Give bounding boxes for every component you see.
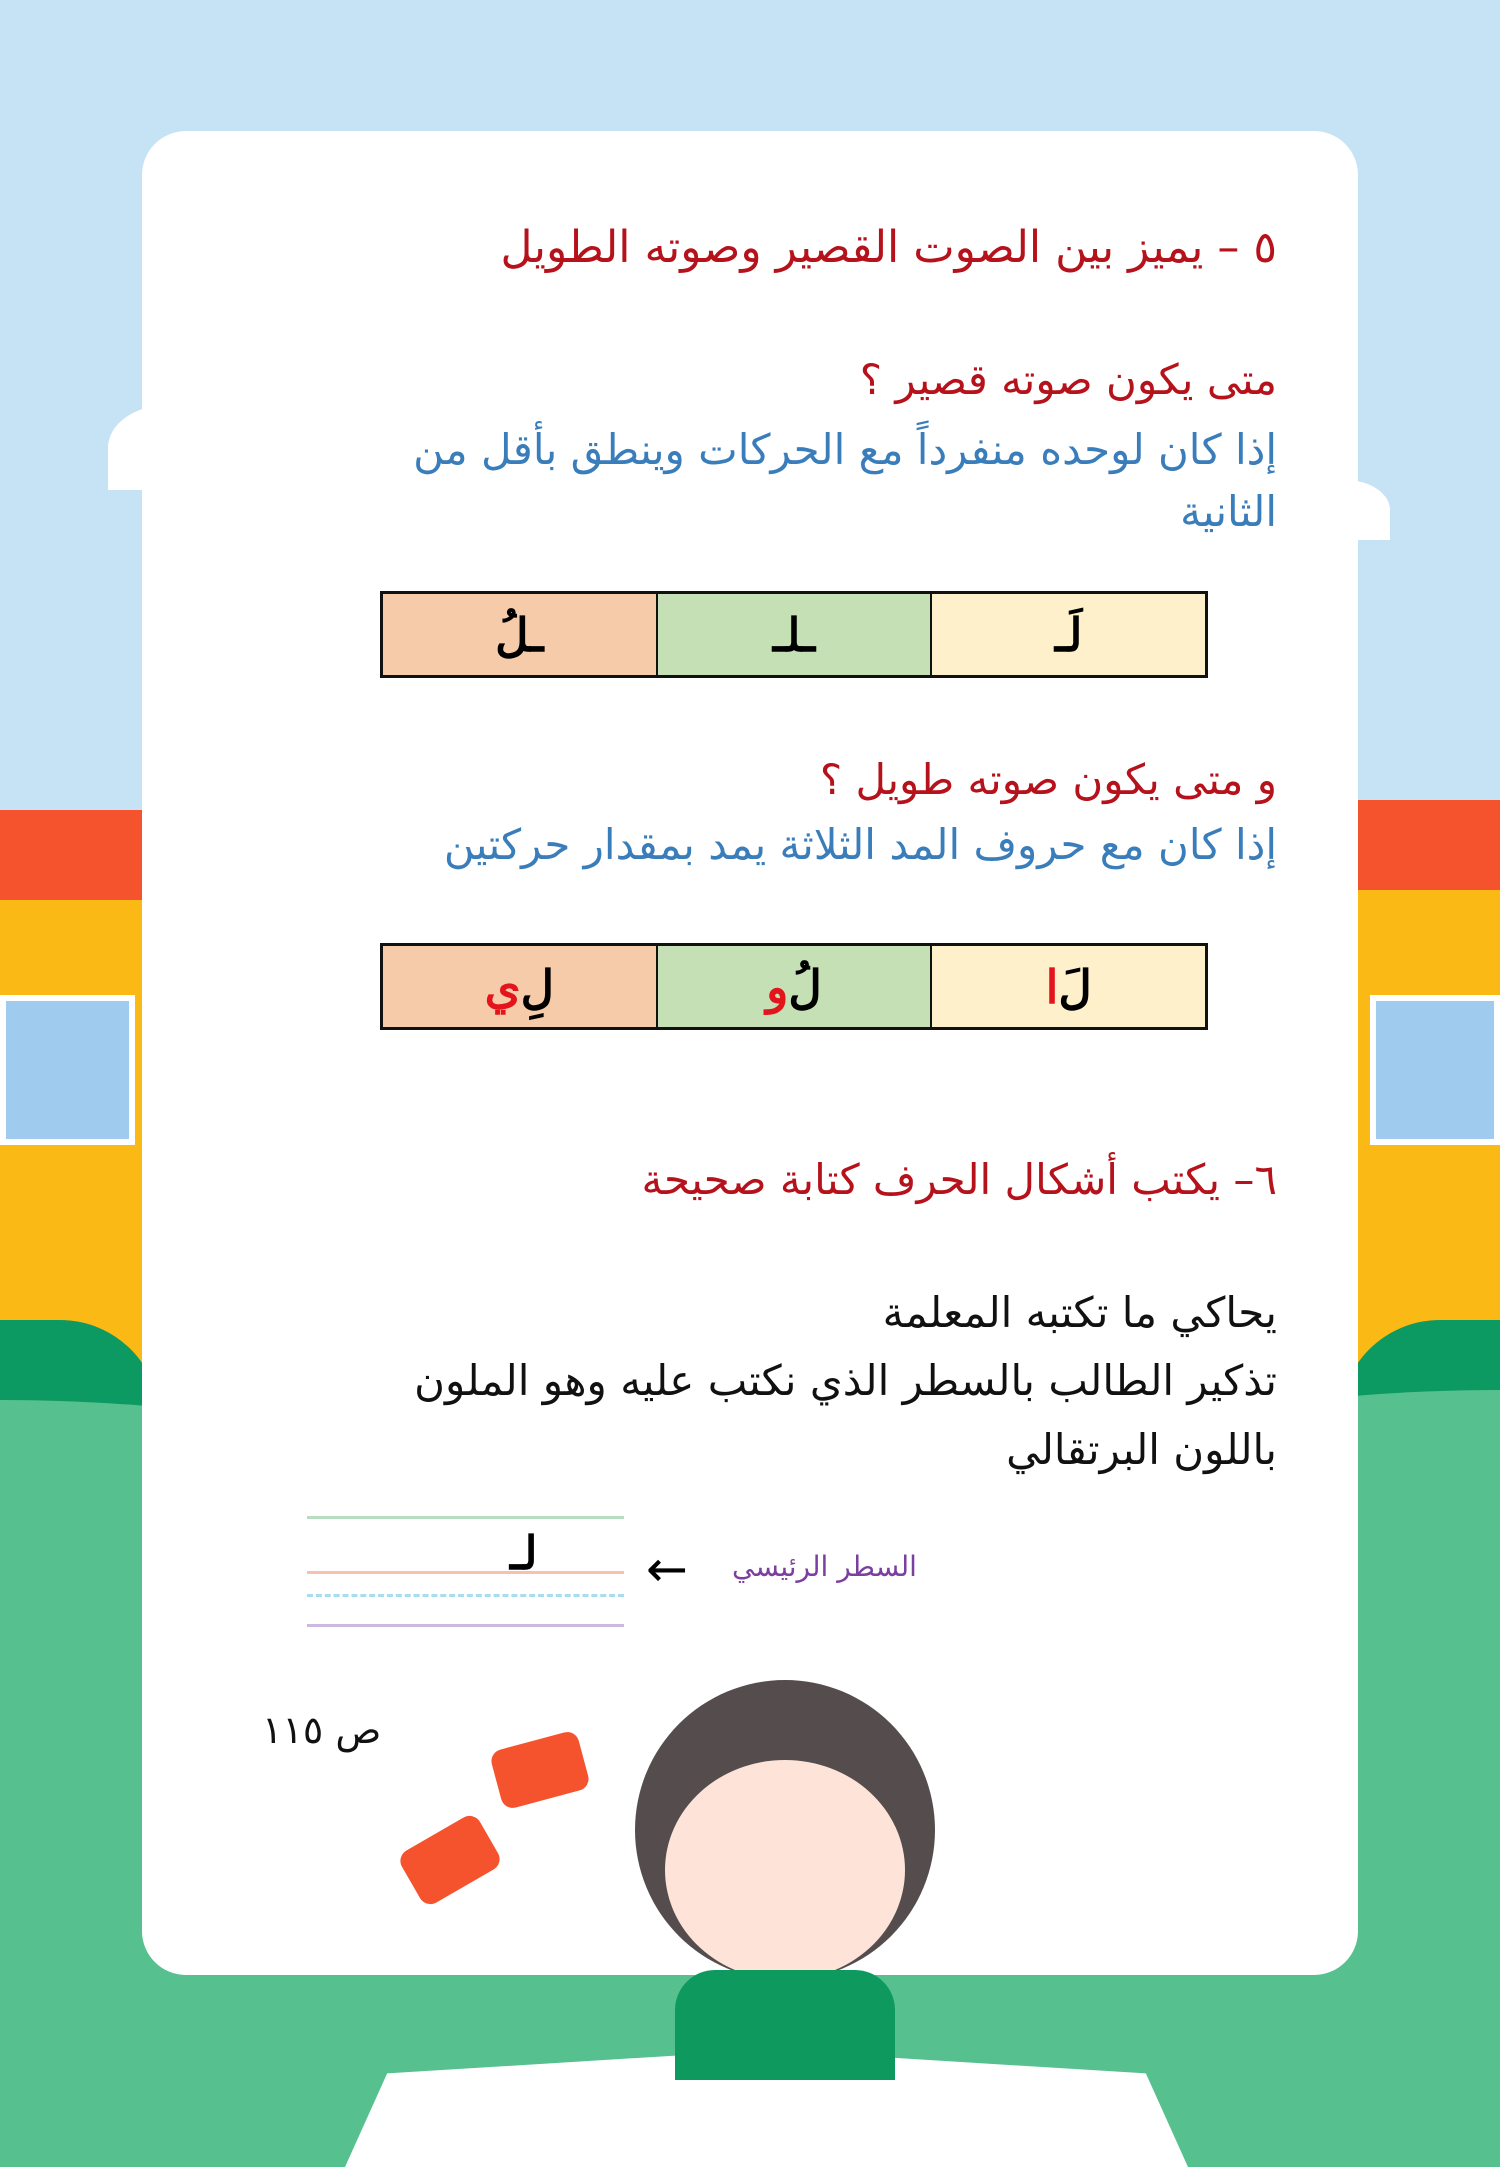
section6-line3: باللون البرتقالي — [1006, 1425, 1277, 1474]
right-roof — [1350, 800, 1500, 900]
long-answer: إذا كان مع حروف المد الثلاثة يمد بمقدار حركتين — [443, 820, 1277, 869]
dashed-line — [307, 1594, 624, 1597]
long-cell-ya — [383, 946, 656, 1027]
long-sound-table — [380, 943, 1208, 1030]
girl-reading-illustration — [345, 1680, 1188, 2167]
short-answer-line1: إذا كان لوحده منفرداً مع الحركات وينطق بأقل من — [413, 425, 1277, 474]
bottom-line — [307, 1624, 624, 1627]
girl-shirt — [675, 1970, 895, 2080]
short-cell-fatha: لَـ — [930, 594, 1205, 675]
long-question: و متى يكون صوته طويل ؟ — [819, 755, 1277, 804]
mad-letter: و — [766, 959, 789, 1014]
page-number: ص ١١٥ — [262, 1708, 382, 1752]
right-sneaker — [489, 1729, 591, 1810]
letter: لُ — [788, 959, 822, 1014]
letter: لِ — [520, 959, 555, 1014]
arrow-icon: ← — [646, 1540, 688, 1598]
baseline-line — [307, 1571, 624, 1574]
example-letter: لـ — [510, 1526, 538, 1580]
left-sneaker — [396, 1812, 504, 1909]
mad-letter: ا — [1045, 959, 1059, 1014]
short-sound-table — [380, 591, 1208, 678]
girl-face — [665, 1760, 905, 1980]
short-answer-line2: الثانية — [1180, 487, 1277, 536]
short-cell-sukun: ـلـ — [656, 594, 931, 675]
section6-heading: ٦– يكتب أشكال الحرف كتابة صحيحة — [641, 1155, 1277, 1204]
mad-letter: ي — [484, 959, 521, 1014]
section6-line2: تذكير الطالب بالسطر الذي نكتب عليه وهو الملون — [414, 1356, 1277, 1405]
baseline-label: السطر الرئيسي — [732, 1550, 917, 1583]
top-line — [307, 1516, 624, 1519]
section6-line1: يحاكي ما تكتبه المعلمة — [882, 1288, 1277, 1337]
short-question: متى يكون صوته قصير ؟ — [859, 355, 1277, 404]
right-window — [1370, 995, 1500, 1145]
short-cell-damma: ـلُ — [383, 594, 656, 675]
long-cell-alif — [930, 946, 1205, 1027]
left-window — [0, 995, 135, 1145]
long-cell-waw — [656, 946, 931, 1027]
section5-heading: ٥ – يميز بين الصوت القصير وصوته الطويل — [500, 222, 1277, 273]
letter: لَ — [1058, 959, 1092, 1014]
